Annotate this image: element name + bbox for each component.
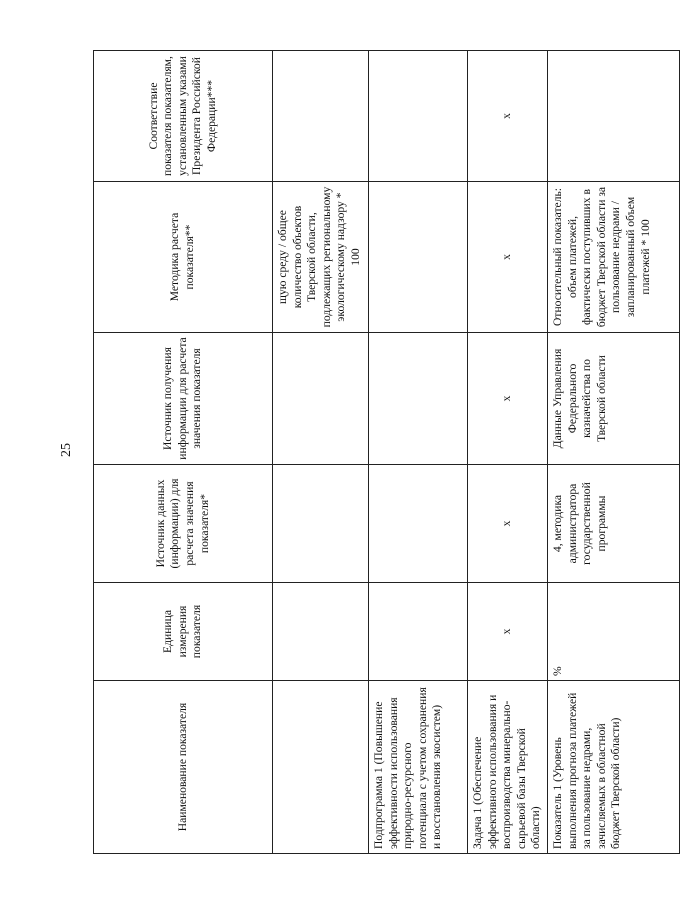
header-presidential-decrees: Соответствие показателя показателям, установленным указами Президента Российской Федерации***	[94, 51, 273, 182]
page-number: 25	[59, 443, 74, 457]
table-cell: щую среду / общее количество объектов Тверской области, подлежащих региональному экологическому надзору * 100	[273, 182, 369, 333]
table-cell	[273, 51, 369, 182]
header-data-source: Источник данных (информации) для расчета значения показателя*	[94, 465, 273, 583]
header-info-source: Источник получения информации для расчета значения показателя	[94, 333, 273, 465]
table-cell	[369, 51, 468, 182]
table-cell	[273, 681, 369, 854]
table-row	[273, 51, 369, 854]
table-cell: x	[468, 182, 548, 333]
table-cell: 4, методика администратора государственной программы	[547, 465, 679, 583]
table-cell: x	[468, 465, 548, 583]
indicators-table	[93, 50, 680, 854]
table-cell: Относительный показатель: объем платежей, фактически поступивших в бюджет Тверской области за пользование недрами / запланированный объем платежей * 100	[547, 182, 679, 333]
header-indicator-name: Наименование показателя	[94, 681, 273, 854]
table-cell	[369, 333, 468, 465]
table-cell: Задача 1 (Обеспечение эффективного использования и воспроизводства минерально-сырьевой базы Тверской области)	[468, 681, 548, 854]
table-cell: x	[468, 583, 548, 681]
table-cell: x	[468, 333, 548, 465]
table-cell: %	[547, 583, 679, 681]
table-cell: Подпрограмма 1 (Повышение эффективности использования природно-ресурсного потенциала с учетом сохранения и восстановления экосистем)	[369, 681, 468, 854]
table-cell: Показатель 1 (Уровень выполнения прогноза платежей за пользование недрами, зачисляемых в областной бюджет Тверской области)	[547, 681, 679, 854]
table-row	[547, 51, 679, 854]
table-row	[468, 51, 548, 854]
table-frame	[93, 51, 652, 854]
table-cell	[369, 465, 468, 583]
table-row	[369, 51, 468, 854]
table-header-row	[94, 51, 273, 854]
table-cell	[547, 51, 679, 182]
table-cell	[273, 333, 369, 465]
table-cell	[369, 182, 468, 333]
table-cell	[273, 465, 369, 583]
header-unit: Единица измерения показателя	[94, 583, 273, 681]
table-cell: Данные Управления Федерального казначейства по Тверской области	[547, 333, 679, 465]
table-cell: x	[468, 51, 548, 182]
header-method: Методика расчета показателя**	[94, 182, 273, 333]
table-cell	[369, 583, 468, 681]
table-cell	[273, 583, 369, 681]
